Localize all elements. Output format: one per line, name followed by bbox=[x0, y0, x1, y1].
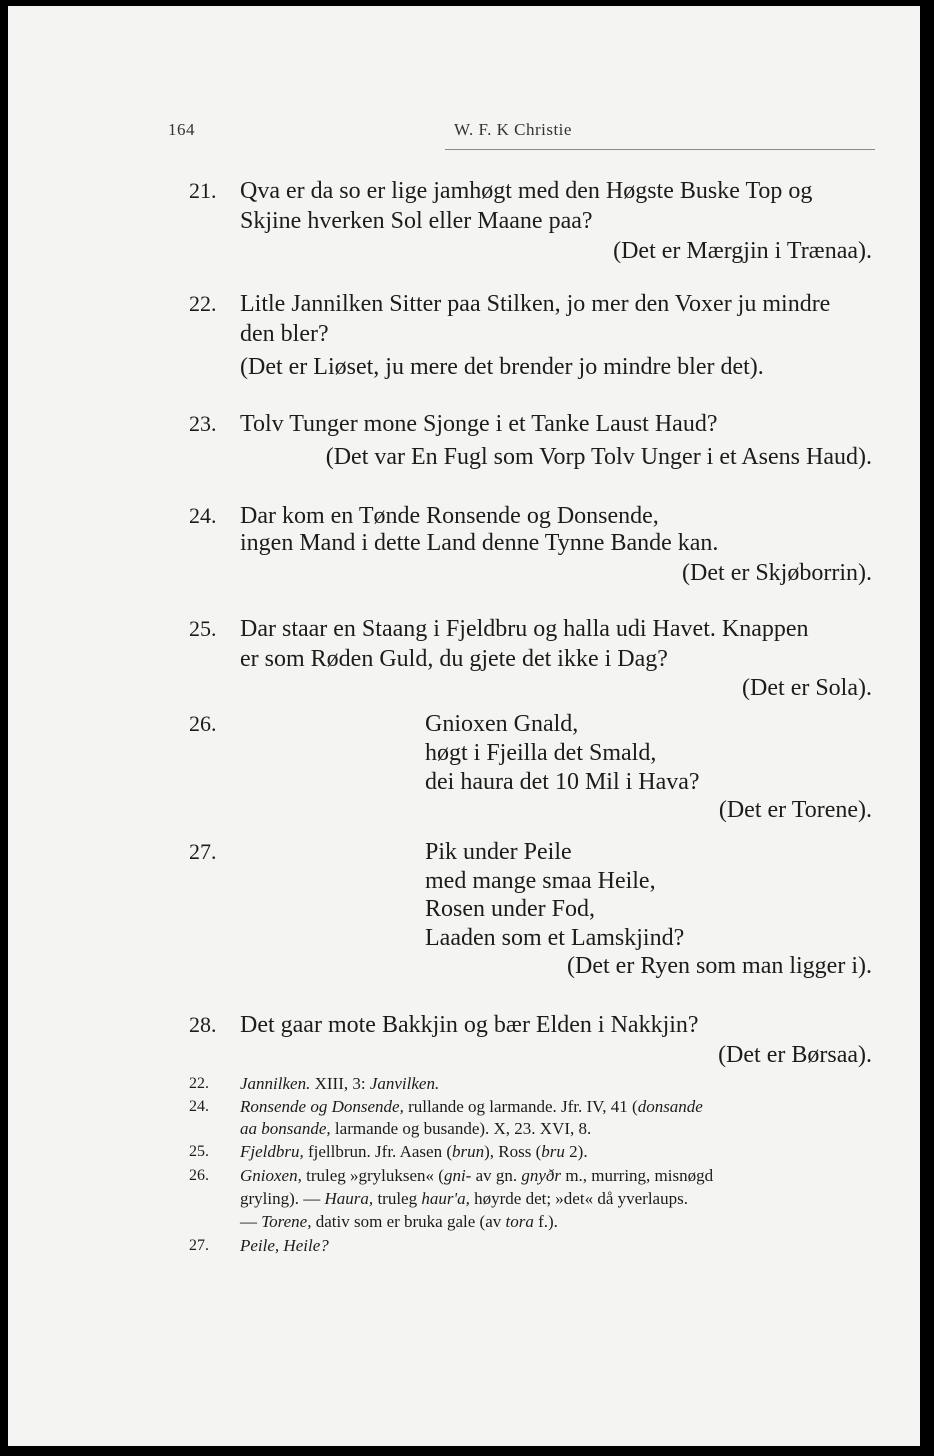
riddle-line: ingen Mand i dette Land denne Tynne Bande kan. bbox=[240, 530, 719, 556]
riddle-number: 27. bbox=[189, 839, 217, 864]
footnote-24-line1: Ronsende og Donsende, rullande og larmande. Jfr. IV, 41 (donsande bbox=[240, 1097, 703, 1116]
riddle-line: dei haura det 10 Mil i Hava? bbox=[425, 769, 700, 795]
footnote-number: 26. bbox=[189, 1167, 209, 1184]
riddle-line: den bler? bbox=[240, 321, 329, 347]
riddle-answer: (Det er Sola). bbox=[742, 675, 872, 701]
riddle-line: Dar staar en Staang i Fjeldbru og halla udi Havet. Knappen bbox=[240, 616, 809, 642]
footnote-number: 22. bbox=[189, 1075, 209, 1092]
riddle-line: Laaden som et Lamskjind? bbox=[425, 925, 685, 951]
riddle-answer: (Det er Torene). bbox=[718, 797, 872, 823]
riddle-line: Litle Jannilken Sitter paa Stilken, jo mer den Voxer ju mindre bbox=[240, 291, 831, 317]
page-number: 164 bbox=[168, 120, 195, 139]
running-title: W. F. K Christie bbox=[454, 120, 572, 139]
riddle-number: 21. bbox=[189, 178, 217, 203]
riddle-line: Tolv Tunger mone Sjonge i et Tanke Laust Haud? bbox=[240, 411, 718, 437]
riddle-answer: (Det er Børsaa). bbox=[718, 1042, 872, 1068]
footnote-24-line2: aa bonsande, larmande og busande). X, 23. XVI, 8. bbox=[240, 1119, 592, 1138]
riddle-answer: (Det er Skjøborrin). bbox=[682, 560, 872, 586]
riddle-line: Dar kom en Tønde Ronsende og Donsende, bbox=[240, 503, 659, 529]
footnote-27: Peile, Heile? bbox=[240, 1236, 329, 1255]
riddle-line: Gnioxen Gnald, bbox=[425, 711, 579, 737]
riddle-number: 24. bbox=[189, 503, 217, 528]
riddle-line: Skjine hverken Sol eller Maane paa? bbox=[240, 208, 593, 234]
riddle-line: Qva er da so er lige jamhøgt med den Høgste Buske Top og bbox=[240, 178, 813, 204]
footnote-number: 24. bbox=[189, 1098, 209, 1115]
footnote-number: 25. bbox=[189, 1143, 209, 1160]
footnote-26-line2: gryling). — Haura, truleg haur'a, høyrde det; »det« då yverlaups. bbox=[240, 1189, 688, 1208]
footnote-26-line3: — Torene, dativ som er bruka gale (av tora f.). bbox=[240, 1212, 558, 1231]
riddle-line: høgt i Fjeilla det Smald, bbox=[425, 740, 657, 766]
riddle-number: 26. bbox=[189, 711, 217, 736]
riddle-line: Rosen under Fod, bbox=[425, 896, 595, 922]
riddle-answer: (Det er Mærgjin i Trænaa). bbox=[613, 238, 872, 264]
riddle-line: er som Røden Guld, du gjete det ikke i Dag? bbox=[240, 646, 668, 672]
riddle-line: med mange smaa Heile, bbox=[425, 868, 656, 894]
footnote-26-line1: Gnioxen, truleg »gryluksen« (gni- av gn. gnyðr m., murring, misnøgd bbox=[240, 1166, 714, 1185]
riddle-answer: (Det var En Fugl som Vorp Tolv Unger i et Asens Haud). bbox=[325, 444, 872, 470]
header-rule bbox=[445, 149, 875, 150]
riddle-line: Pik under Peile bbox=[425, 839, 572, 865]
riddle-answer: (Det er Ryen som man ligger i). bbox=[567, 953, 872, 979]
riddle-number: 25. bbox=[189, 616, 217, 641]
footnote-25: Fjeldbru, fjellbrun. Jfr. Aasen (brun), Ross (bru 2). bbox=[240, 1142, 588, 1161]
riddle-line: Det gaar mote Bakkjin og bær Elden i Nakkjin? bbox=[240, 1012, 699, 1038]
riddle-number: 23. bbox=[189, 411, 217, 436]
riddle-answer: (Det er Liøset, ju mere det brender jo mindre bler det). bbox=[240, 354, 764, 380]
riddle-number: 28. bbox=[189, 1012, 217, 1037]
footnote-number: 27. bbox=[189, 1237, 209, 1254]
document-page bbox=[8, 6, 920, 1446]
riddle-number: 22. bbox=[189, 291, 217, 316]
footnote-22: Jannilken. XIII, 3: Janvilken. bbox=[240, 1074, 440, 1093]
